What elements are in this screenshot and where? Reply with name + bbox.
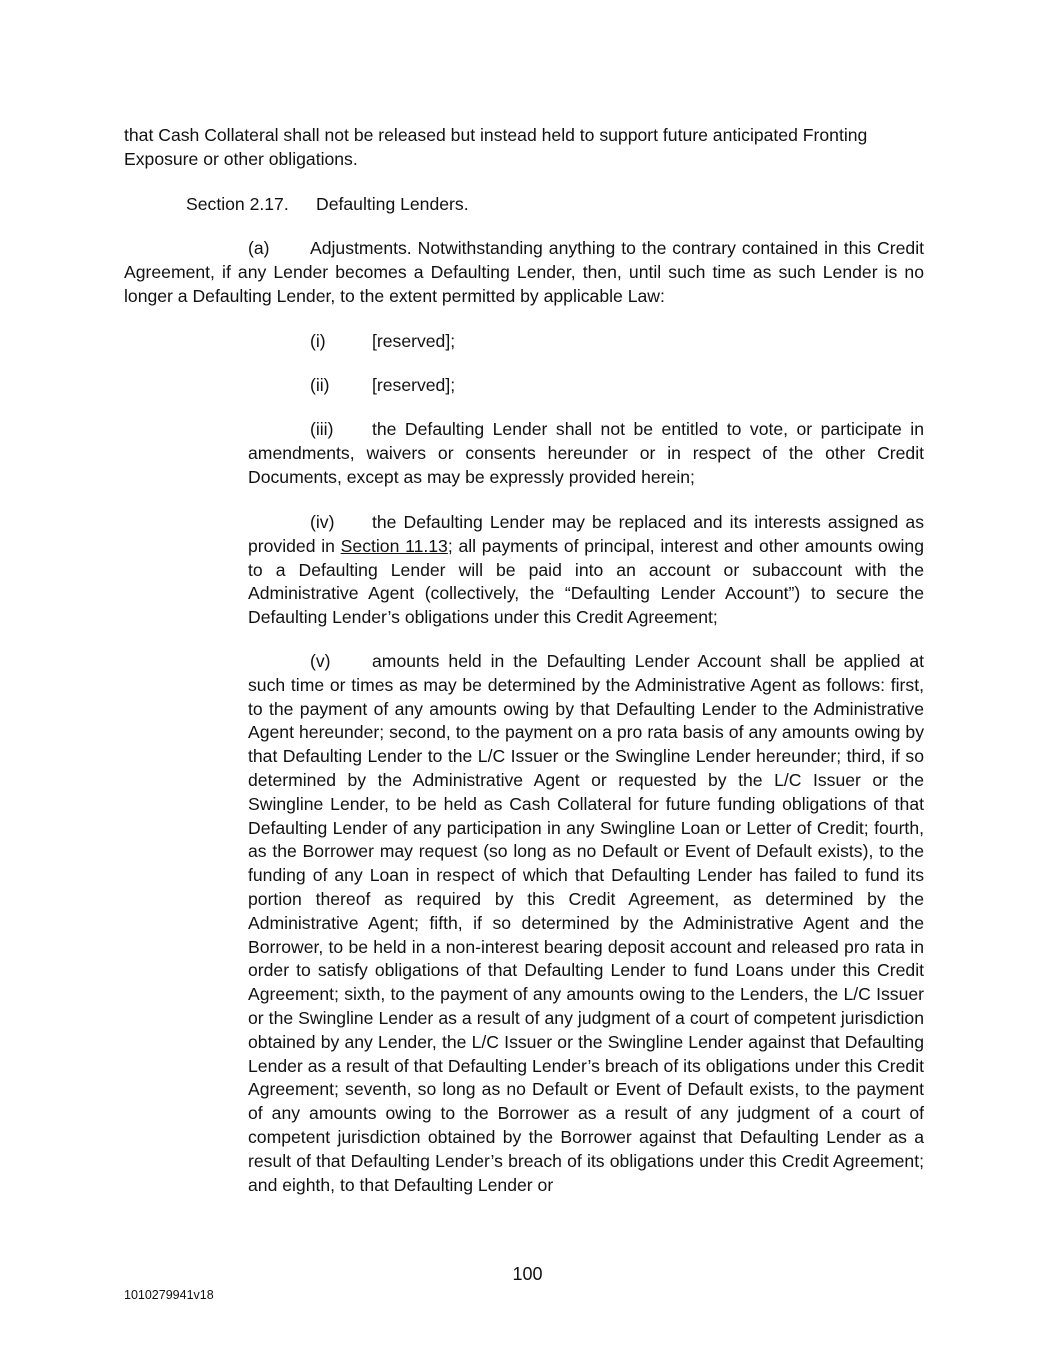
document-id: 1010279941v18 (124, 1288, 214, 1302)
page-number: 100 (512, 1264, 543, 1284)
item-iv-text-before: the Defaulting Lender may be replaced and its interests assigned as provided in (248, 512, 924, 556)
section-number: Section 2.17. (186, 194, 289, 214)
item-v (248, 650, 924, 1197)
item-v-text: amounts held in the Defaulting Lender Account shall be applied at such time or times as may be determined by the Administrative Agent as follows: first, to the payment of any amounts owing by that Defaulting Lender to the Administrative Agent hereunder; second, to the payment on a pro rata basis of any amounts owing by that Defaulting Lender to the L/C Issuer or the Swingline Lender hereunder; third, if so determined by the Administrative Agent or requested by the L/C Issuer or the Swingline Lender, to be held as Cash Collateral for future funding obligations of that Defaulting Lender of any participation in any Swingline Loan or Letter of Credit; fourth, as the Borrower may request (so long as no Default or Event of Default exists), to the funding of any Loan in respect of which that Defaulting Lender has failed to fund its portion thereof as required by this Credit Agreement, as determined by the Administrative Agent; fifth, if so determined by the Administrative Agent and the Borrower, to be held in a non-interest bearing deposit account and released pro rata in order to satisfy obligations of that Defaulting Lender to fund Loans under this Credit Agreement; sixth, to the payment of any amounts owing to the Lenders, the L/C Issuer or the Swingline Lender as a result of any judgment of a court of competent jurisdiction obtained by any Lender, the L/C Issuer or the Swingline Lender against that Defaulting Lender as a result of that Defaulting Lender’s breach of its obligations under this Credit Agreement; seventh, so long as no Default or Event of Default exists, to the payment of any amounts owing to the Borrower as a result of any judgment of a court of competent jurisdiction obtained by the Borrower against that Defaulting Lender as a result of that Defaulting Lender’s breach of its obligations under this Credit Agreement; and eighth, to that Defaulting Lender or (248, 651, 924, 1195)
item-ii-text: [reserved]; (372, 375, 456, 395)
item-iv-label: (iv) (310, 512, 335, 532)
item-iii-label: (iii) (310, 419, 334, 439)
intro-line-1: that Cash Collateral shall not be released but instead held to support future anticipated Fronting (124, 125, 868, 145)
item-v-label: (v) (310, 651, 331, 671)
section-11-13-link[interactable]: Section 11.13 (340, 535, 448, 556)
item-iv (248, 511, 924, 630)
item-ii (310, 374, 455, 398)
intro-paragraph (124, 124, 924, 172)
item-iv-text-after: ; all payments of principal, interest and other amounts owing to a Defaulting Lender will be paid into an account or subaccount with the Administrative Agent (collectively, the “Defaulting Lender Account”) to secure the Defaulting Lender’s obligations under this Credit Agreement; (248, 535, 924, 628)
paragraph-a (124, 237, 924, 308)
item-i (310, 330, 455, 354)
item-iii-text: the Defaulting Lender shall not be entitled to vote, or participate in amendments, waivers or consents hereunder or in respect of the other Credit Documents, except as may be expressly provided herein; (248, 419, 924, 487)
item-i-label: (i) (310, 331, 326, 351)
item-ii-label: (ii) (310, 375, 330, 395)
paragraph-a-label: (a) (248, 238, 270, 258)
paragraph-a-text: Adjustments. Notwithstanding anything to the contrary contained in this Credit Agreement, if any Lender becomes a Defaulting Lender, then, until such time as such Lender is no longer a Defaulting Lender, to the extent permitted by applicable Law: (124, 238, 924, 306)
item-iii (248, 418, 924, 489)
item-i-text: [reserved]; (372, 331, 456, 351)
section-heading (186, 193, 469, 217)
intro-line-2: Exposure or other obligations. (124, 148, 358, 169)
section-title: Defaulting Lenders. (316, 194, 469, 214)
